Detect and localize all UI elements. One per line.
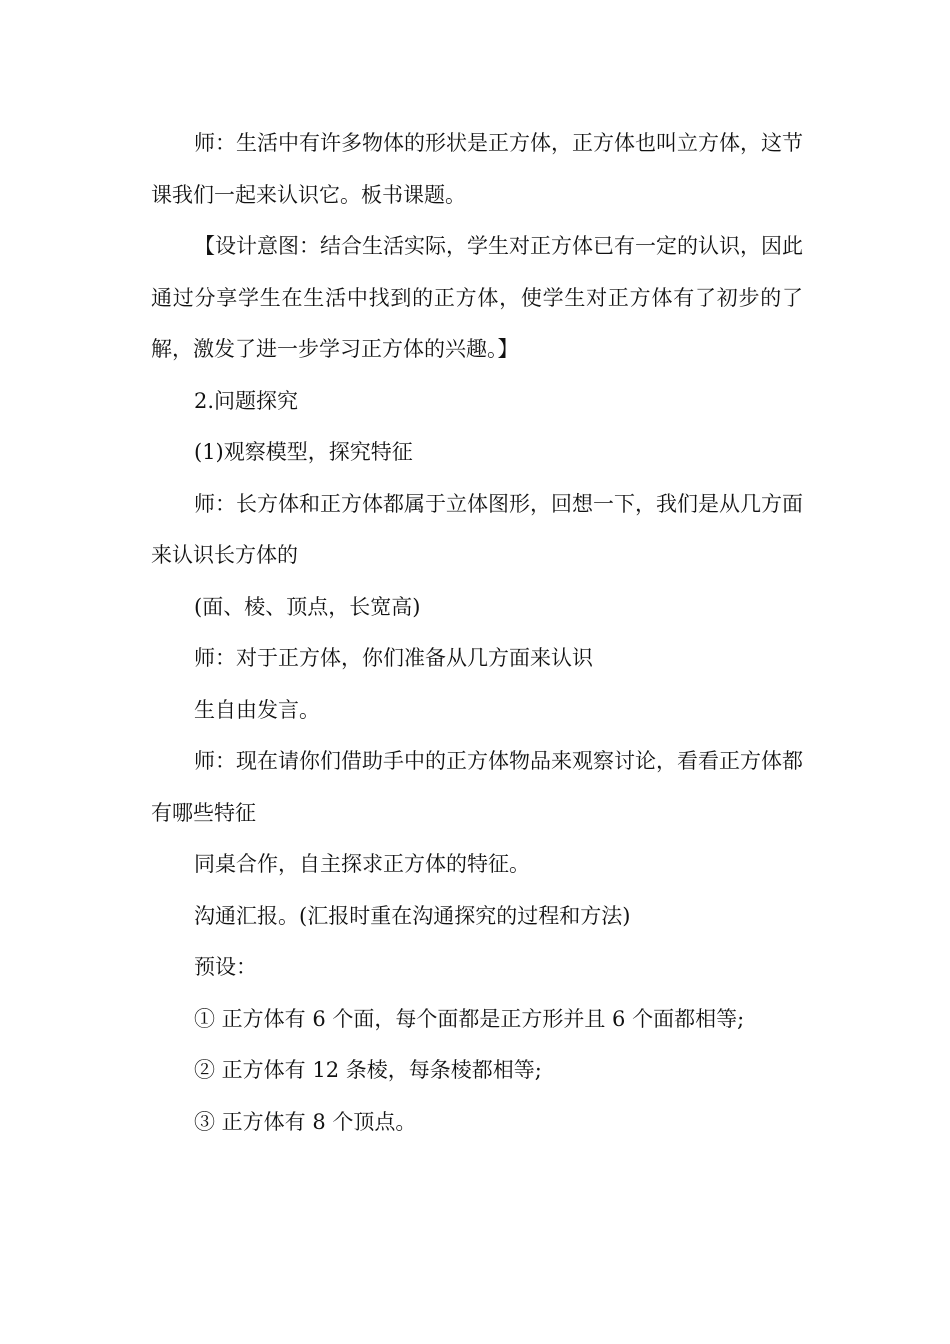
paragraph-teacher-prompt: 师：对于正方体，你们准备从几方面来认识 [194, 646, 593, 670]
document-body [151, 118, 803, 1148]
list-item: ③ 正方体有 8 个顶点。 [194, 1109, 417, 1134]
list-item: ② 正方体有 12 条棱，每条棱都相等; [194, 1058, 542, 1082]
paragraph-intro: 师：生活中有许多物体的形状是正方体，正方体也叫立方体，这节课我们一起来认识它。板书课题。 [151, 131, 803, 207]
paragraph-cooperation: 同桌合作，自主探求正方体的特征。 [194, 852, 530, 876]
paragraph-report: 沟通汇报。(汇报时重在沟通探究的过程和方法) [194, 903, 631, 928]
paragraph-preset-label: 预设： [194, 955, 257, 979]
subsection-heading: (1)观察模型，探究特征 [194, 440, 413, 464]
paragraph-student-response: 生自由发言。 [194, 697, 320, 722]
section-heading: 2.问题探究 [194, 388, 299, 413]
paragraph-teacher-question: 师：长方体和正方体都属于立体图形，回想一下，我们是从几方面来认识长方体的 [151, 491, 803, 567]
list-item: ① 正方体有 6 个面，每个面都是正方形并且 6 个面都相等; [194, 1006, 745, 1031]
paragraph-teacher-instruction: 师：现在请你们借助手中的正方体物品来观察讨论，看看正方体都有哪些特征 [151, 749, 803, 825]
paragraph-design-intent: 【设计意图：结合生活实际，学生对正方体已有一定的认识，因此通过分享学生在生活中找到的正方体，使学生对正方体有了初步的了解，激发了进一步学习正方体的兴趣。】 [151, 234, 803, 361]
paragraph-answer: (面、棱、顶点，长宽高) [194, 594, 421, 619]
